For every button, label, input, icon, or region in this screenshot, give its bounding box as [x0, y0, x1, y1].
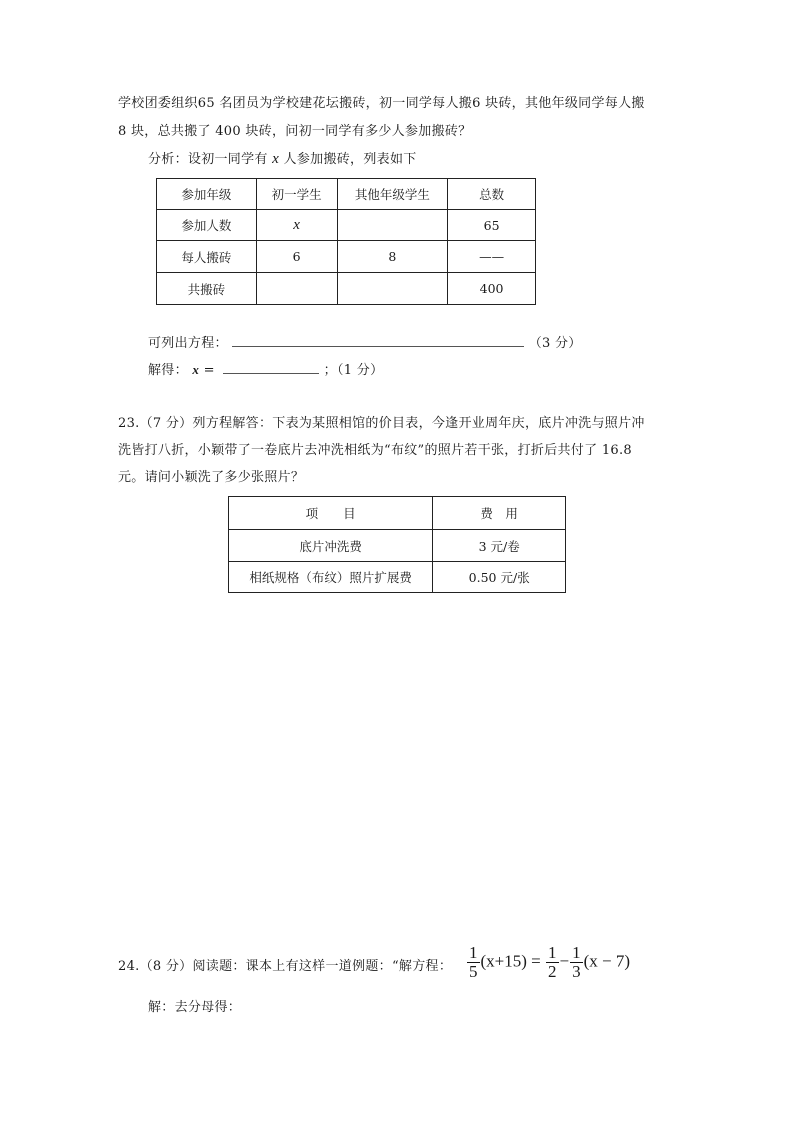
solve-equals: = [203, 363, 215, 378]
problem23-line2: 洗皆打八折，小颖带了一卷底片去冲洗相纸为“布纹”的照片若干张，打折后共付了 16.8 [118, 443, 632, 458]
solve-answer-blank[interactable] [223, 361, 319, 374]
equation-answer-blank[interactable] [232, 334, 524, 347]
table-cell: x [256, 210, 337, 241]
table-cell [337, 210, 448, 241]
table-cell: 参加人数 [157, 210, 257, 241]
header-cell: 费 用 [433, 497, 566, 530]
table-row [157, 241, 536, 273]
header-cell: 初一学生 [256, 179, 337, 210]
table-cell: 65 [448, 210, 536, 241]
solve-variable: x [192, 362, 200, 377]
problem22-line2: 8 块，总共搬了 400 块砖，问初一同学有多少人参加搬砖？ [118, 124, 472, 139]
problem24-intro: 24.（8 分）阅读题：课本上有这样一道例题：“解方程： [118, 959, 453, 974]
equation-line [148, 334, 582, 352]
table-cell: 3 元/卷 [433, 530, 566, 562]
header-cell: 项 目 [229, 497, 433, 530]
table-cell: —— [448, 241, 536, 273]
table-row [157, 273, 536, 305]
analysis-prefix: 分析：设初一同学有 [148, 152, 268, 167]
table-cell [256, 273, 337, 305]
table-row [229, 562, 566, 593]
solve-label: 解得： [148, 363, 188, 378]
equation-label: 可列出方程： [148, 336, 228, 351]
minus-sign: − [559, 951, 570, 971]
header-cell: 总数 [448, 179, 536, 210]
problem22-analysis [148, 151, 417, 168]
table-cell: 6 [256, 241, 337, 273]
analysis-suffix: 人参加搬砖，列表如下 [283, 152, 417, 167]
table-header-row [229, 497, 566, 530]
table-header-row [157, 179, 536, 210]
table-cell: 每人搬砖 [157, 241, 257, 273]
table-cell: 8 [337, 241, 448, 273]
fraction: $\frac{1}{5}$ [469, 943, 478, 981]
header-cell: 参加年级 [157, 179, 257, 210]
equation-part: (x+15) = [480, 951, 541, 971]
table-cell [337, 273, 448, 305]
table-cell: 400 [448, 273, 536, 305]
problem24-step1: 解：去分母得： [148, 1000, 242, 1015]
table-cell: 0.50 元/张 [433, 562, 566, 593]
solve-line [148, 361, 383, 379]
problem24-equation [466, 944, 630, 981]
table-row [157, 210, 536, 241]
table-cell: 底片冲洗费 [229, 530, 433, 562]
equation-part: (x − 7) [583, 951, 631, 971]
problem23-line1: 23.（7 分）列方程解答：下表为某照相馆的价目表，今逢开业周年庆，底片冲洗与照片冲 [118, 416, 645, 431]
equation-points: （3 分） [528, 336, 582, 351]
price-table [228, 496, 566, 593]
problem22-line1: 学校团委组织65 名团员为学校建花坛搬砖，初一同学每人搬6 块砖，其他年级同学每人搬 [118, 96, 645, 111]
header-cell: 其他年级学生 [337, 179, 448, 210]
analysis-variable: x [272, 151, 280, 167]
solve-points: ；（1 分） [323, 363, 384, 378]
table-cell: 相纸规格（布纹）照片扩展费 [229, 562, 433, 593]
fraction: $\frac{1}{3}$ [572, 943, 581, 981]
problem23-line3: 元。请问小颖洗了多少张照片？ [118, 470, 305, 485]
table-cell: 共搬砖 [157, 273, 257, 305]
fraction: $\frac{1}{2}$ [548, 943, 557, 981]
table-row [229, 530, 566, 562]
brick-table [156, 178, 536, 305]
